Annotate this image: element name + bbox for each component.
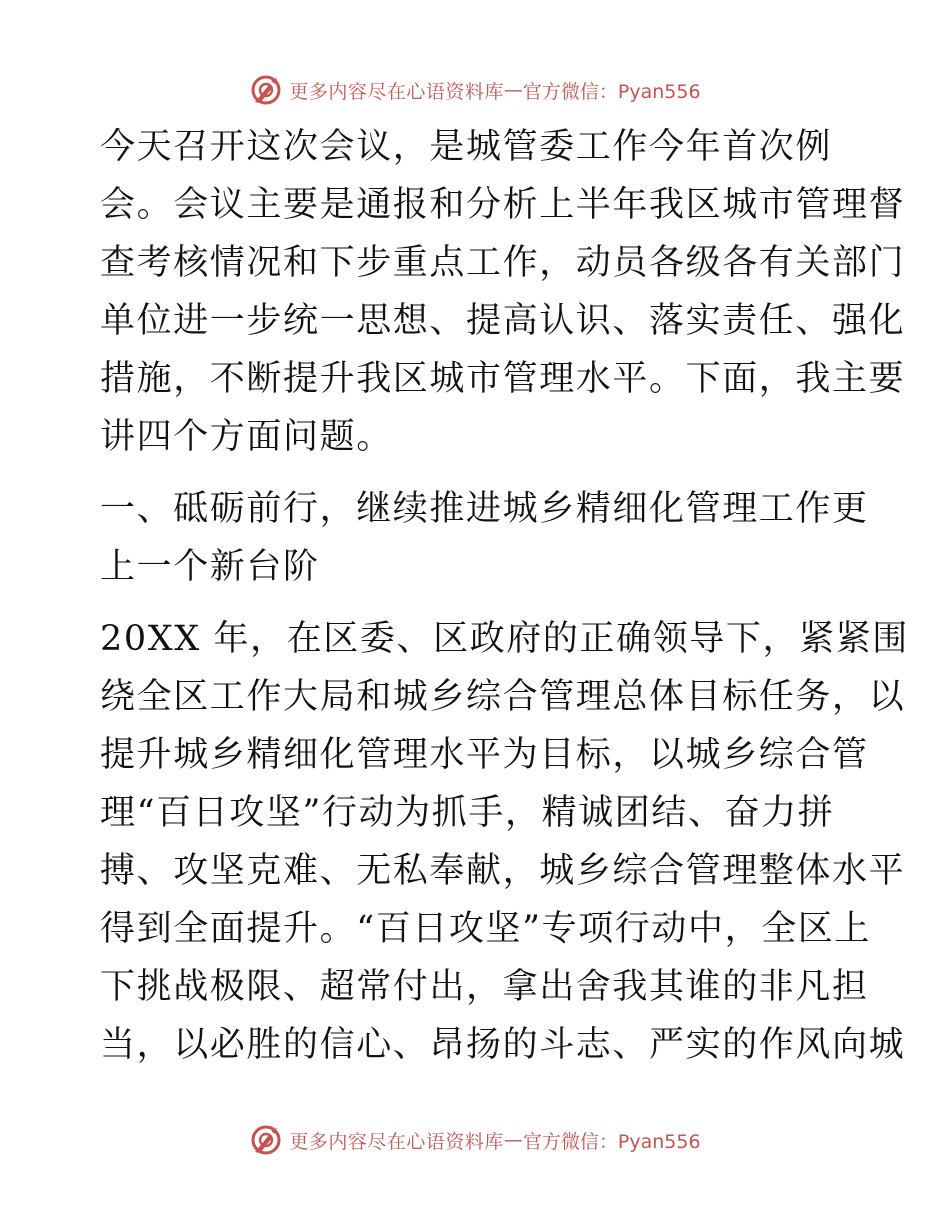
paragraph-review <box>100 610 909 1074</box>
text-line: 绕全区工作大局和城乡综合管理总体目标任务，以 <box>100 677 906 717</box>
section-heading <box>100 480 869 596</box>
text-line: 理“百日攻坚”行动为抓手，精诚团结、奋力拼 <box>100 793 835 833</box>
text-line: 讲四个方面问题。 <box>100 417 393 457</box>
text-line: 会。会议主要是通报和分析上半年我区城市管理督 <box>100 185 906 225</box>
text-line: 今天召开这次会议，是城管委工作今年首次例 <box>100 127 833 167</box>
text-line: 当，以必胜的信心、昂扬的斗志、严实的作风向城 <box>100 1025 906 1065</box>
text-line: 一、砥砺前行，继续推进城乡精细化管理工作更 <box>100 489 869 529</box>
watermark-contact: 官方微信：Pyan556 <box>522 1130 701 1153</box>
watermark-separator: — <box>503 79 523 101</box>
watermark-logo-icon <box>249 1123 283 1157</box>
text-line: 提升城乡精细化管理水平为目标，以城乡综合管 <box>100 735 869 775</box>
text-line: 20XX 年，在区委、区政府的正确领导下，紧紧围 <box>100 619 909 659</box>
text-line: 得到全面提升。“百日攻坚”专项行动中，全区上 <box>100 909 871 949</box>
watermark-text: 更多内容尽在心语资料库 <box>289 1130 504 1153</box>
text-line: 上一个新台阶 <box>100 547 320 587</box>
header-watermark <box>0 70 950 110</box>
watermark-separator: — <box>503 1129 523 1151</box>
watermark-contact: 官方微信：Pyan556 <box>522 80 701 103</box>
footer-watermark <box>0 1120 950 1160</box>
watermark-text: 更多内容尽在心语资料库 <box>289 80 504 103</box>
text-line: 单位进一步统一思想、提高认识、落实责任、强化 <box>100 301 906 341</box>
text-line: 措施，不断提升我区城市管理水平。下面，我主要 <box>100 359 906 399</box>
text-line: 查考核情况和下步重点工作，动员各级各有关部门 <box>100 243 906 283</box>
document-body <box>100 118 909 1074</box>
watermark-logo-icon <box>249 73 283 107</box>
text-line: 搏、攻坚克难、无私奉献，城乡综合管理整体水平 <box>100 851 906 891</box>
paragraph-intro <box>100 118 906 466</box>
text-line: 下挑战极限、超常付出，拿出舍我其谁的非凡担 <box>100 967 869 1007</box>
